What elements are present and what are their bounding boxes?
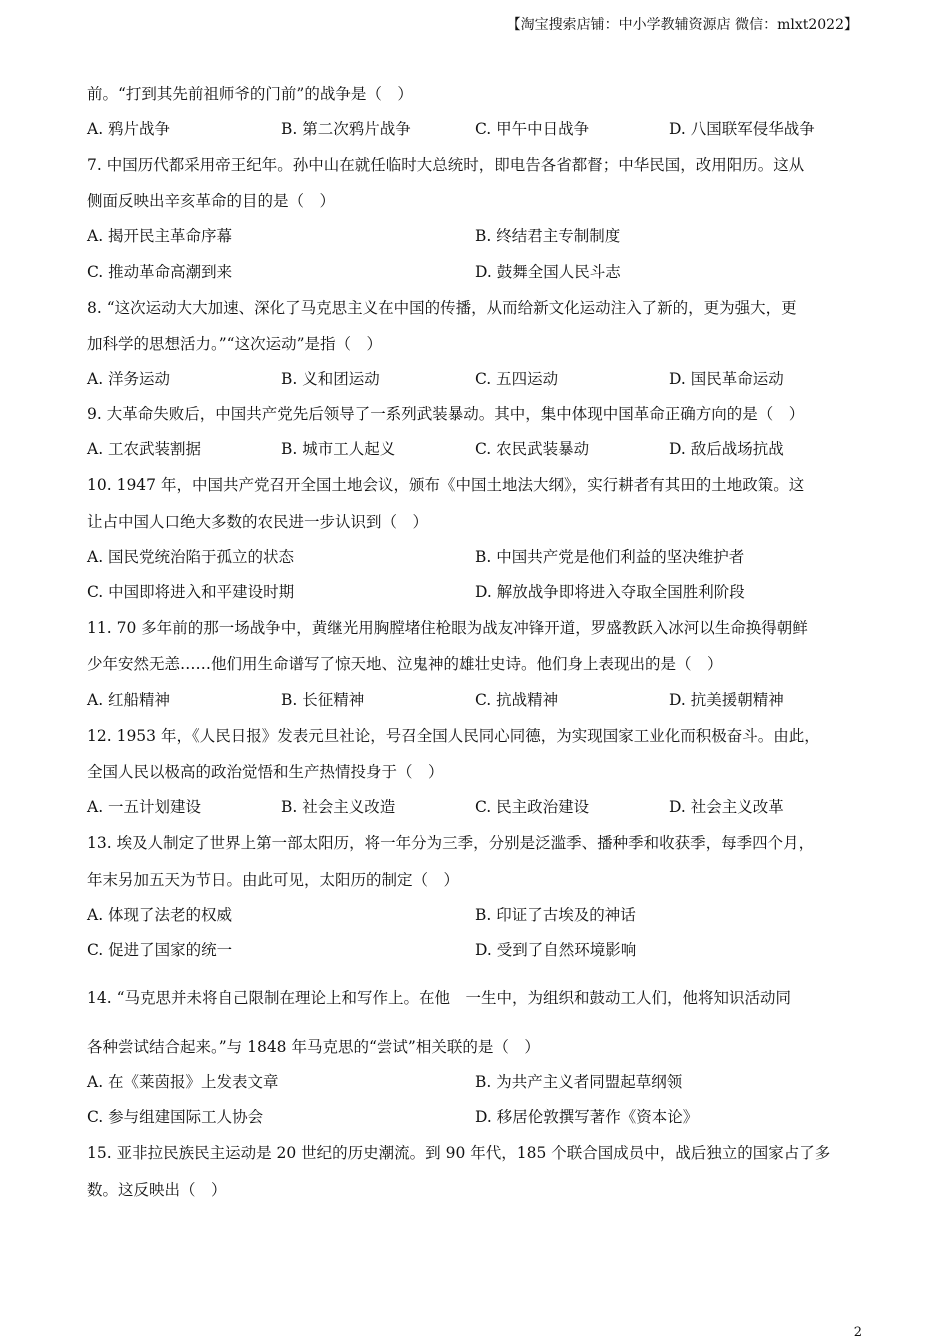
answer-option: B. 印证了古埃及的神话 — [475, 906, 636, 924]
question-text-line: 年末另加五天为节日。由此可见，太阳历的制定（ ） — [87, 871, 460, 889]
question-text-line: 少年安然无恙……他们用生命谱写了惊天地、泣鬼神的雄壮史诗。他们身上表现出的是（ ） — [87, 655, 723, 673]
question-text-line: 前。“打到其先前祖师爷的门前”的战争是（ ） — [87, 85, 413, 103]
answer-option: B. 社会主义改造 — [281, 798, 396, 816]
answer-option: C. 民主政治建设 — [475, 798, 590, 816]
question-text-line: 9. 大革命失败后，中国共产党先后领导了一系列武装暴动。其中，集中体现中国革命正确方向的是（ ） — [87, 405, 805, 423]
question-text-line: 12. 1953 年，《人民日报》发表元旦社论，号召全国人民同心同德，为实现国家工业化而积极奋斗。由此， — [87, 727, 820, 745]
answer-option: D. 受到了自然环境影响 — [475, 941, 637, 959]
page-header: 【淘宝搜索店铺：中小学教辅资源店 微信：mlxt2022】 — [506, 17, 858, 33]
answer-option: A. 在《莱茵报》上发表文章 — [87, 1073, 279, 1091]
answer-option: C. 农民武装暴动 — [475, 440, 590, 458]
question-text-line: 10. 1947 年，中国共产党召开全国土地会议，颁布《中国土地法大纲》，实行耕者有其田的土地政策。这 — [87, 476, 805, 494]
question-text-line: 7. 中国历代都采用帝王纪年。孙中山在就任临时大总统时，即电告各省都督；中华民国，改用阳历。这从 — [87, 156, 805, 174]
answer-option: D. 抗美援朝精神 — [669, 691, 784, 709]
answer-option: A. 红船精神 — [87, 691, 171, 709]
answer-option: C. 促进了国家的统一 — [87, 941, 233, 959]
answer-option: D. 社会主义改革 — [669, 798, 784, 816]
answer-option: B. 义和团运动 — [281, 370, 380, 388]
question-text-line: 13. 埃及人制定了世界上第一部太阳历，将一年分为三季，分别是泛滥季、播种季和收获季，每季四个月， — [87, 834, 815, 852]
answer-option: D. 八国联军侵华战争 — [669, 120, 815, 138]
answer-option: D. 敌后战场抗战 — [669, 440, 784, 458]
answer-option: B. 第二次鸦片战争 — [281, 120, 411, 138]
question-text-line: 加科学的思想活力。”“这次运动”是指（ ） — [87, 335, 383, 353]
answer-option: A. 洋务运动 — [87, 370, 171, 388]
answer-option: A. 一五计划建设 — [87, 798, 202, 816]
question-text-line: 14. “马克思并未将自己限制在理论上和写作上。在他 一生中，为组织和鼓动工人们，他将知识活动同 — [87, 989, 792, 1007]
answer-option: C. 中国即将进入和平建设时期 — [87, 583, 295, 601]
question-text-line: 8. “这次运动大大加速、深化了马克思主义在中国的传播，从而给新文化运动注入了新的，更为强大，更 — [87, 299, 797, 317]
answer-option: C. 抗战精神 — [475, 691, 559, 709]
answer-option: B. 为共产主义者同盟起草纲领 — [475, 1073, 683, 1091]
answer-option: B. 长征精神 — [281, 691, 365, 709]
answer-option: D. 解放战争即将进入夺取全国胜利阶段 — [475, 583, 745, 601]
answer-option: A. 鸦片战争 — [87, 120, 171, 138]
answer-option: A. 国民党统治陷于孤立的状态 — [87, 548, 295, 566]
question-text-line: 侧面反映出辛亥革命的目的是（ ） — [87, 192, 336, 210]
answer-option: A. 工农武装割据 — [87, 440, 202, 458]
answer-option: C. 推动革命高潮到来 — [87, 263, 233, 281]
answer-option: A. 揭开民主革命序幕 — [87, 227, 233, 245]
answer-option: C. 参与组建国际工人协会 — [87, 1108, 264, 1126]
question-text-line: 各种尝试结合起来。”与 1848 年马克思的“尝试”相关联的是（ ） — [87, 1038, 540, 1056]
answer-option: D. 移居伦敦撰写著作《资本论》 — [475, 1108, 699, 1126]
question-text-line: 让占中国人口绝大多数的农民进一步认识到（ ） — [87, 513, 429, 531]
answer-option: A. 体现了法老的权威 — [87, 906, 233, 924]
question-text-line: 11. 70 多年前的那一场战争中，黄继光用胸膛堵住枪眼为战友冲锋开道，罗盛教跃入冰河以生命换得朝鲜 — [87, 619, 808, 637]
answer-option: B. 城市工人起义 — [281, 440, 396, 458]
question-text-line: 15. 亚非拉民族民主运动是 20 世纪的历史潮流。到 90 年代，185 个联合国成员中，战后独立的国家占了多 — [87, 1144, 831, 1162]
answer-option: D. 国民革命运动 — [669, 370, 784, 388]
question-text-line: 数。这反映出（ ） — [87, 1181, 227, 1199]
answer-option: B. 中国共产党是他们利益的坚决维护者 — [475, 548, 745, 566]
page-number: 2 — [853, 1325, 862, 1340]
answer-option: D. 鼓舞全国人民斗志 — [475, 263, 621, 281]
question-text-line: 全国人民以极高的政治觉悟和生产热情投身于（ ） — [87, 763, 444, 781]
answer-option: B. 终结君主专制制度 — [475, 227, 621, 245]
answer-option: C. 甲午中日战争 — [475, 120, 590, 138]
answer-option: C. 五四运动 — [475, 370, 559, 388]
